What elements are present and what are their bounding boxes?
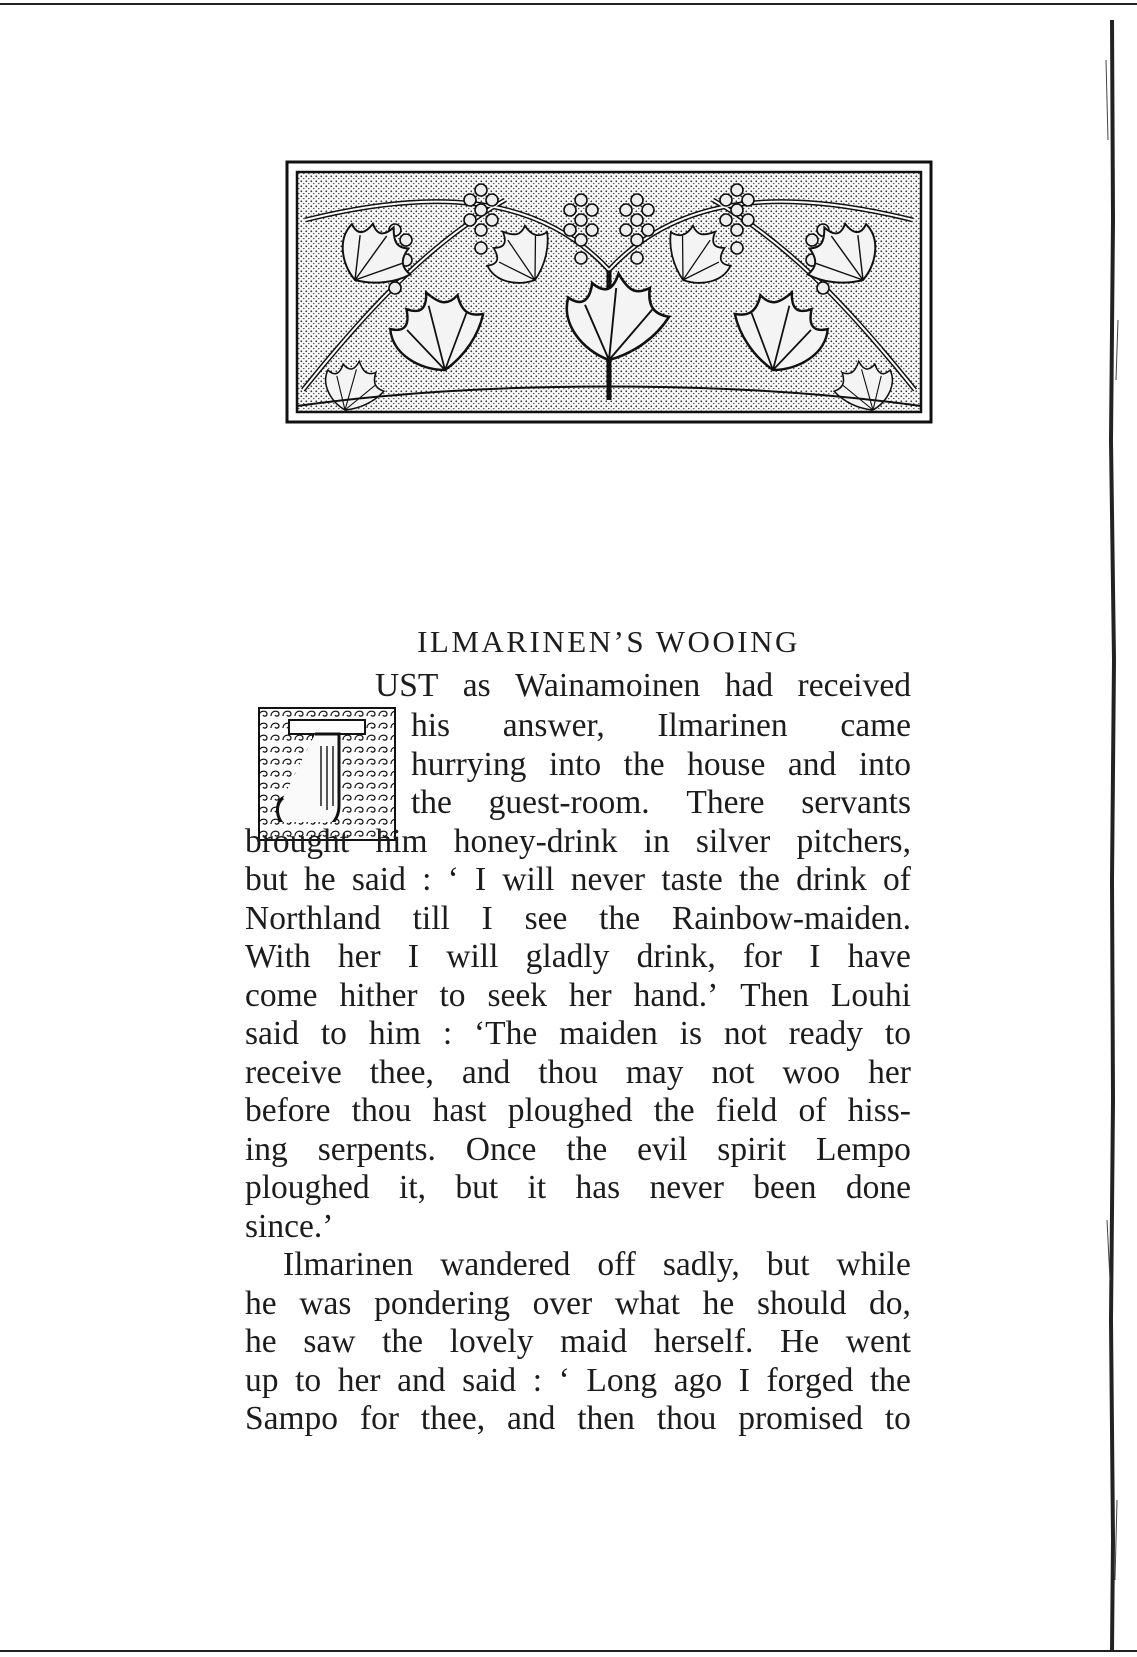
word: his	[411, 707, 451, 744]
word: of	[798, 1092, 827, 1129]
word: forged	[766, 1362, 854, 1399]
word: I	[481, 900, 493, 937]
word: thee,	[420, 1400, 486, 1437]
word: gladly	[525, 938, 610, 975]
word: to	[320, 1015, 347, 1052]
word: done	[845, 1169, 911, 1206]
word: it	[527, 1169, 547, 1206]
word: Ilmarinen	[657, 707, 788, 744]
word: Long	[586, 1362, 658, 1399]
word: There	[686, 784, 765, 821]
word: do,	[869, 1285, 911, 1322]
word: woo	[782, 1054, 841, 1091]
word: will	[502, 861, 555, 898]
word: the	[411, 784, 452, 821]
word: I	[474, 861, 487, 898]
word: Then	[740, 977, 809, 1014]
word: ready	[788, 1015, 864, 1052]
word: said	[462, 1362, 517, 1399]
word: ‘	[558, 1362, 570, 1399]
word: brought	[245, 823, 350, 860]
text-line	[245, 899, 911, 940]
word: herself.	[653, 1323, 754, 1360]
word: before	[245, 1092, 331, 1129]
text-line	[245, 1014, 911, 1055]
word: drink,	[636, 938, 716, 975]
word: him	[375, 823, 428, 860]
word: hand.’	[633, 977, 719, 1014]
word: of	[883, 861, 911, 898]
top-rule	[0, 3, 1137, 5]
word: :	[532, 1362, 543, 1399]
word: thee,	[369, 1054, 434, 1091]
word: taste	[661, 861, 723, 898]
book-spine-edge	[1098, 20, 1128, 1650]
word: honey-drink	[453, 823, 618, 860]
text-line	[245, 1091, 911, 1132]
grapevine-headpiece	[285, 160, 933, 424]
text-line	[283, 1245, 911, 1286]
word: then	[577, 1400, 635, 1437]
word: Once	[465, 1131, 537, 1168]
word: ploughed	[507, 1092, 633, 1129]
word: Sampo	[245, 1400, 339, 1437]
word: I	[809, 938, 821, 975]
word: may	[625, 1054, 684, 1091]
word: off	[597, 1246, 636, 1283]
word: said	[245, 1015, 299, 1052]
text-line	[245, 1168, 911, 1209]
word: saw	[303, 1323, 356, 1360]
word: been	[753, 1169, 817, 1206]
word: was	[299, 1285, 352, 1322]
word: thou	[351, 1092, 412, 1129]
word: what	[614, 1285, 680, 1322]
word: the	[738, 861, 780, 898]
word: and	[506, 1400, 556, 1437]
word: into	[548, 746, 602, 783]
word: sadly,	[662, 1246, 740, 1283]
word: as	[462, 667, 491, 704]
word: I	[738, 1362, 750, 1399]
word: house	[687, 746, 766, 783]
word: serpents.	[317, 1131, 436, 1168]
word: he	[304, 861, 336, 898]
text-line	[245, 1361, 911, 1402]
word: Ilmarinen	[283, 1246, 414, 1283]
word: drink	[796, 861, 867, 898]
word: went	[845, 1323, 911, 1360]
word: receive	[245, 1054, 342, 1091]
word: the	[566, 1131, 608, 1168]
word: :	[422, 861, 432, 898]
word: he	[245, 1285, 277, 1322]
word: her	[337, 1362, 381, 1399]
word: maid	[560, 1323, 628, 1360]
text-line	[245, 860, 911, 901]
word: pondering	[374, 1285, 510, 1322]
word: hither	[339, 977, 418, 1014]
word: Lempo	[816, 1131, 911, 1168]
word: and	[461, 1054, 511, 1091]
word: up	[245, 1362, 279, 1399]
word: but	[766, 1246, 810, 1283]
word: thou	[538, 1054, 598, 1091]
word: seek	[487, 977, 547, 1014]
word: will	[446, 938, 499, 975]
word: came	[840, 707, 911, 744]
word: Rainbow-maiden.	[671, 900, 911, 937]
word: wandered	[440, 1246, 571, 1283]
word: never	[570, 861, 646, 898]
word: is	[679, 1015, 703, 1052]
word: but	[455, 1169, 499, 1206]
word: for	[359, 1400, 400, 1437]
word: not	[723, 1015, 767, 1052]
word: for	[742, 938, 783, 975]
text-line	[245, 822, 911, 863]
word: to	[295, 1362, 322, 1399]
word: ‘The	[474, 1015, 538, 1052]
word: promised	[738, 1400, 863, 1437]
word: spirit	[717, 1131, 787, 1168]
word: never	[649, 1169, 724, 1206]
text-line	[245, 976, 911, 1017]
word: but	[245, 861, 288, 898]
word: her	[337, 938, 381, 975]
word: come	[245, 977, 318, 1014]
word: UST	[375, 667, 439, 704]
word: pitchers,	[796, 823, 911, 860]
word: to	[439, 977, 466, 1014]
text-line	[245, 1284, 911, 1325]
word: I	[407, 938, 420, 975]
word: ploughed	[245, 1169, 370, 1206]
word: received	[797, 667, 911, 704]
text-line	[245, 1053, 911, 1094]
text-line	[411, 783, 911, 824]
word: to	[884, 1015, 911, 1052]
text-line	[411, 745, 911, 786]
word: silver	[695, 823, 771, 860]
word: her	[868, 1054, 911, 1091]
word: he	[702, 1285, 735, 1322]
word: and	[787, 746, 837, 783]
word: him	[368, 1015, 421, 1052]
word: while	[836, 1246, 911, 1283]
word: answer,	[502, 707, 605, 744]
word: ing	[245, 1131, 288, 1168]
word: maiden	[559, 1015, 658, 1052]
word: see	[524, 900, 568, 937]
word: :	[442, 1015, 453, 1052]
word: the	[623, 746, 665, 783]
word: should	[756, 1285, 847, 1322]
word: Louhi	[830, 977, 911, 1014]
text-line	[245, 937, 911, 978]
word: guest-room.	[488, 784, 650, 821]
word: hurrying	[411, 746, 527, 783]
word: the	[382, 1323, 424, 1360]
word: hast	[432, 1092, 487, 1129]
word: had	[724, 667, 774, 704]
word: the	[869, 1362, 911, 1399]
word: since.’	[245, 1208, 334, 1245]
word: till	[412, 900, 450, 937]
chapter-title: ILMARINEN’S WOOING	[417, 624, 800, 659]
word: over	[532, 1285, 593, 1322]
text-line	[245, 1322, 911, 1363]
word: in	[643, 823, 670, 860]
word: her	[568, 977, 612, 1014]
word: lovely	[449, 1323, 534, 1360]
word: has	[575, 1169, 621, 1206]
text-line	[245, 1399, 911, 1440]
word: field	[715, 1092, 778, 1129]
word: thou	[656, 1400, 717, 1437]
word: Wainamoinen	[515, 667, 701, 704]
word: to	[884, 1400, 911, 1437]
word: and	[397, 1362, 446, 1399]
word: servants	[801, 784, 911, 821]
word: into	[858, 746, 911, 783]
word: hiss-	[847, 1092, 911, 1129]
word: the	[599, 900, 641, 937]
word: ‘	[447, 861, 459, 898]
text-line	[245, 1130, 911, 1171]
word: said	[351, 861, 406, 898]
text-line	[375, 666, 911, 707]
text-line	[245, 1207, 911, 1248]
word: he	[245, 1323, 277, 1360]
word: Northland	[245, 900, 381, 937]
word: the	[653, 1092, 695, 1129]
word: ago	[673, 1362, 723, 1399]
word: He	[780, 1323, 820, 1360]
word: have	[847, 938, 911, 975]
word: With	[245, 938, 311, 975]
text-line	[411, 706, 911, 747]
word: not	[711, 1054, 755, 1091]
bottom-rule	[0, 1650, 1137, 1652]
word: evil	[637, 1131, 688, 1168]
word: it,	[399, 1169, 427, 1206]
